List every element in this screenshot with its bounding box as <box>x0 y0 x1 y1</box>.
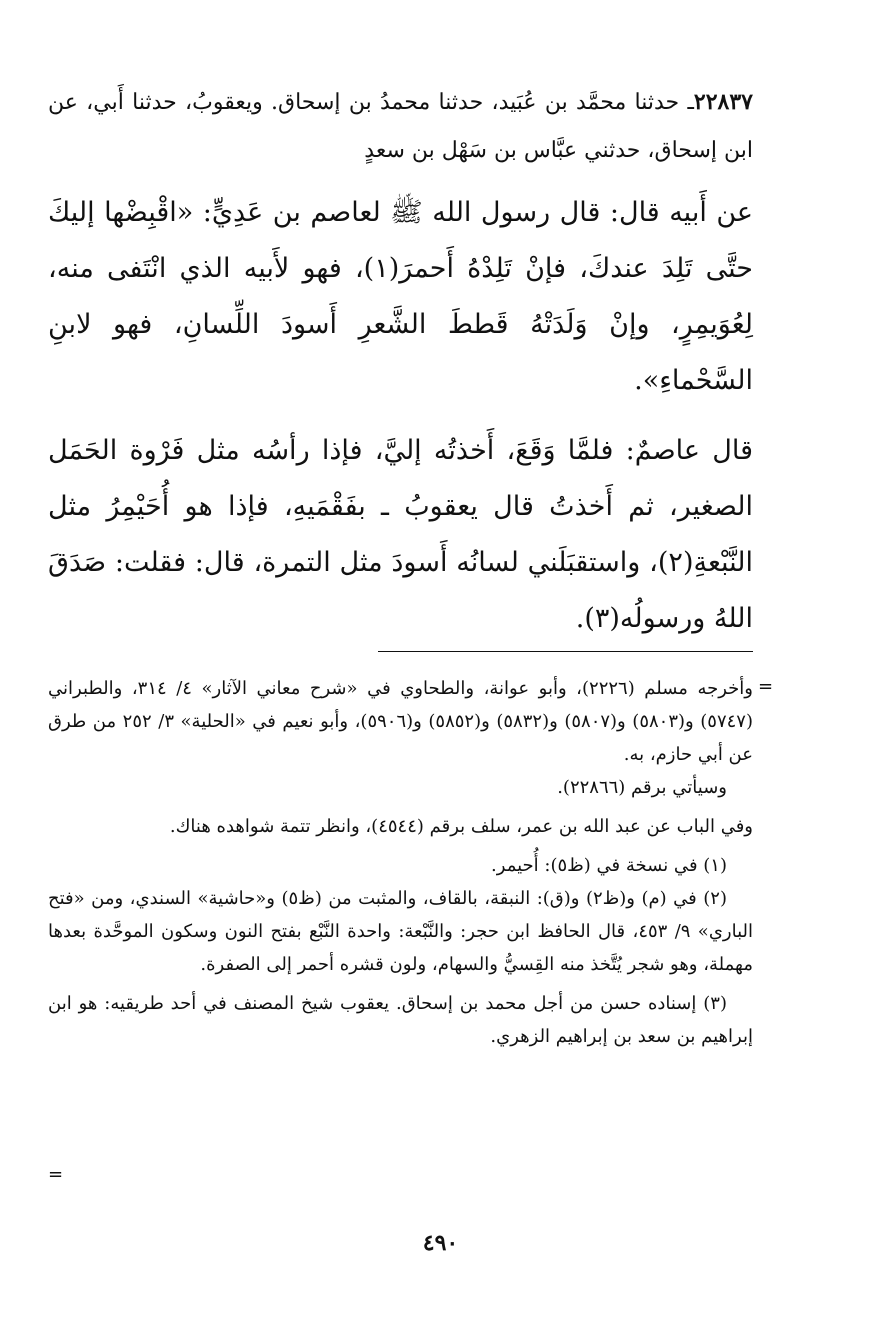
footnote-2: (٢) في (م) و(ظ٢) و(ق): النبقة، بالقاف، والمثبت من (ظ٥) و«حاشية» السندي، ومن «فتح الباري» ٩/ ٤٥٣، قال الحافظ ابن حجر: والنَّبْعة: واحدة النَّبْع بفتح النون وسكون الموحَّدة بعدها مهملة، وهو شجر يُتَّخذ منه القِسيُّ والسهام، ولون قشره أحمر إلى الصفرة. <box>48 888 753 975</box>
footnote-separator <box>378 651 753 652</box>
continuation-mark-end: = <box>48 1164 64 1185</box>
hadith-isnad <box>48 78 753 175</box>
footnote-1: (١) في نسخة في (ظ٥): أُحيمر. <box>491 855 727 876</box>
hadith-number: ٢٢٨٣٧ <box>693 89 753 115</box>
hadith-matn: عن أَبيه قال: قال رسول الله ﷺ لعاصم بن عَدِيٍّ: «اقْبِضْها إليكَ حتَّى تَلِدَ عندكَ، فإنْ تَلِدْهُ أَحمرَ(١)، فهو لأَبيه الذي انْتَفى منه، لِعُوَيمِرٍ، وإنْ وَلَدَتْهُ قَططَ الشَّعرِ أَسودَ اللِّسانِ، فهو لابنِ السَّحْماءِ». <box>48 197 753 396</box>
footnote-see-also: وسيأتي برقم (٢٢٨٦٦). <box>557 777 727 798</box>
footnote-continued: وأخرجه مسلم (٢٢٢٦)، وأبو عوانة، والطحاوي في «شرح معاني الآثار» ٤/ ٣١٤، والطبراني (٥٧٤٧) و(٥٨٠٣) و(٥٨٠٧) و(٥٨٣٢) و(٥٨٥٢) و(٥٩٠٦)، وأبو نعيم في «الحلية» ٣/ ٢٥٢ من طرق عن أبي حازم، به. <box>48 678 753 765</box>
footnote-3: (٣) إسناده حسن من أجل محمد بن إسحاق. يعقوب شيخ المصنف في أحد طريقيه: هو ابن إبراهيم بن سعد بن إبراهيم الزهري. <box>48 993 753 1047</box>
footnote-chapter: وفي الباب عن عبد الله بن عمر، سلف برقم (٤٥٤٤)، وانظر تتمة شواهده هناك. <box>169 816 753 837</box>
continuation-mark-start: = <box>758 676 774 697</box>
footnotes <box>48 672 753 1053</box>
main-text-block <box>48 78 753 661</box>
hadith-conclusion: قال عاصمٌ: فلمَّا وَقَعَ، أَخذتُه إليَّ، فإذا رأسُه مثل فَرْوة الحَمَل الصغير، ثم أَخذتُ قال يعقوبُ ـ بفَقْمَيهِ، فإذا هو أُحَيْمِرُ مثل النَّبْعةِ(٢)، واستقبَلَني لسانُه أَسودَ مثل التمرة، قال: فقلت: صَدَقَ اللهُ ورسولُه(٣). <box>48 435 753 634</box>
page-number: ٤٩٠ <box>422 1230 459 1256</box>
isnad-text: ـ حدثنا محمَّد بن عُبَيد، حدثنا محمدُ بن إسحاق. ويعقوبُ، حدثنا أَبي، عن ابن إسحاق، حدثني عبَّاس بن سَهْل بن سعدٍ <box>48 90 753 163</box>
